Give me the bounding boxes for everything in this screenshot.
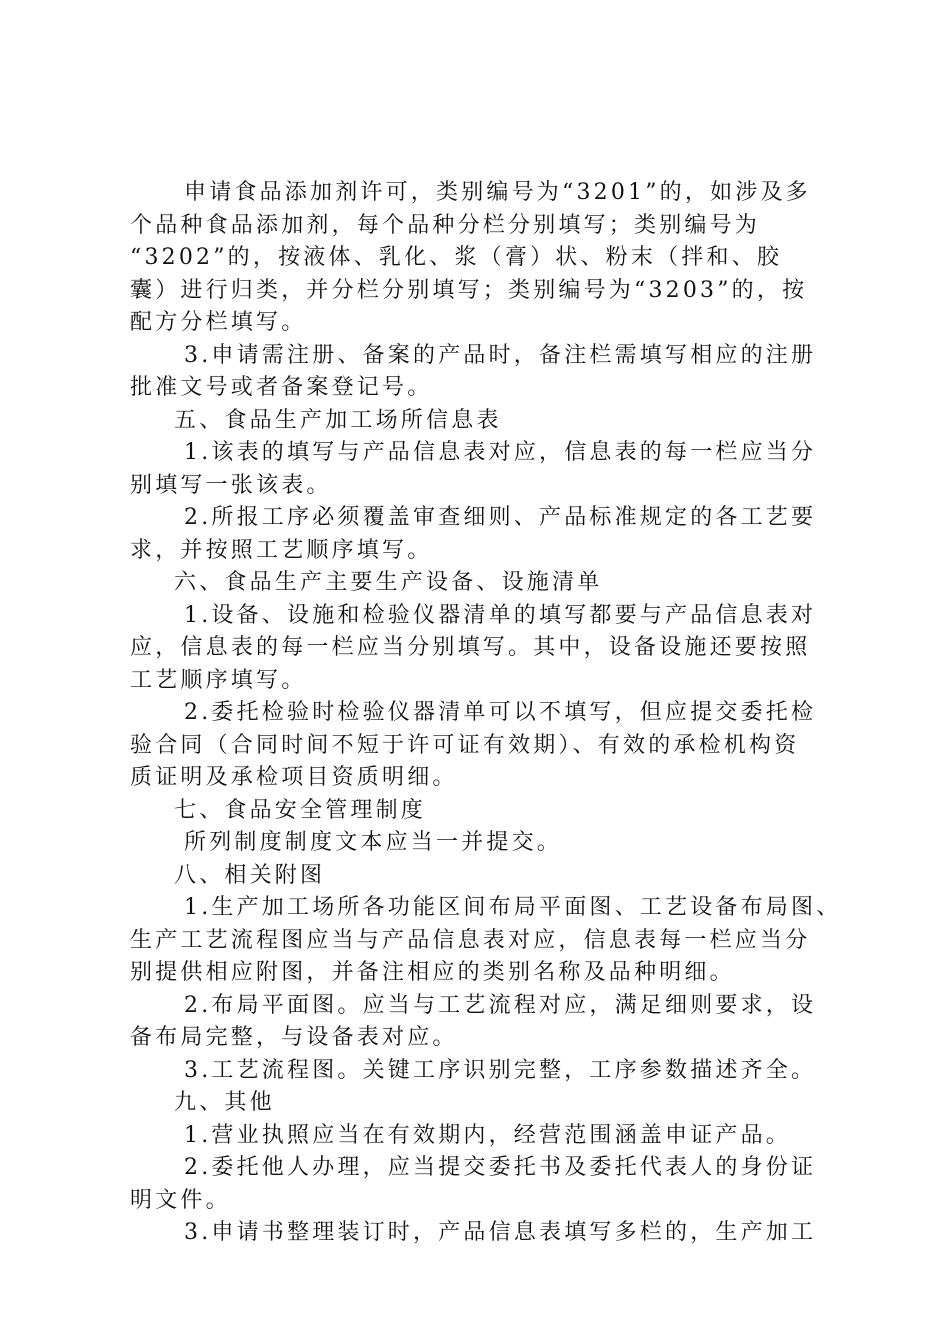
text-line: 2.委托他人办理，应当提交委托书及委托代表人的身份证 bbox=[184, 1155, 817, 1180]
paragraph bbox=[130, 1152, 830, 1217]
text-line: 验合同（合同时间不短于许可证有效期）、有效的承检机构资 bbox=[130, 732, 800, 758]
text-line: 八、相关附图 bbox=[174, 862, 326, 888]
document-body bbox=[130, 177, 842, 1250]
text-line: 求，并按照工艺顺序填写。 bbox=[130, 537, 433, 563]
text-line: 2.所报工序必须覆盖审查细则、产品标准规定的各工艺要 bbox=[184, 505, 817, 530]
section-heading bbox=[130, 405, 830, 438]
text-line: 备布局完整，与设备表对应。 bbox=[130, 1025, 458, 1050]
text-line: 配方分栏填写。 bbox=[130, 310, 307, 335]
text-line: 3.工艺流程图。关键工序识别完整，工序参数描述齐全。 bbox=[184, 1057, 817, 1083]
text-line: 囊）进行归类，并分栏分别填写；类别编号为“3203”的，按 bbox=[130, 277, 808, 303]
text-line: 1.该表的填写与产品信息表对应，信息表的每一栏应当分 bbox=[184, 440, 817, 465]
text-line: 批准文号或者备案登记号。 bbox=[130, 375, 433, 400]
paragraph bbox=[130, 600, 830, 698]
text-line: “3202”的，按液体、乳化、浆（膏）状、粉末（拌和、胶 bbox=[130, 245, 783, 270]
paragraph bbox=[130, 177, 830, 340]
text-line: 七、食品安全管理制度 bbox=[174, 797, 427, 823]
text-line: 个品种食品添加剂，每个品种分栏分别填写；类别编号为 bbox=[130, 212, 761, 238]
paragraph bbox=[130, 990, 830, 1055]
section-heading bbox=[130, 795, 830, 828]
text-line: 所列制度制度文本应当一并提交。 bbox=[184, 830, 563, 855]
paragraph bbox=[130, 340, 830, 405]
text-line: 1.营业执照应当在有效期内，经营范围涵盖申证产品。 bbox=[184, 1122, 791, 1148]
text-line: 1.设备、设施和检验仪器清单的填写都要与产品信息表对 bbox=[184, 602, 817, 628]
text-line: 明文件。 bbox=[130, 1187, 231, 1213]
text-line: 申请食品添加剂许可，类别编号为“3201”的，如涉及多 bbox=[184, 180, 811, 205]
text-line: 应，信息表的每一栏应当分别填写。其中，设备设施还要按照 bbox=[130, 635, 811, 660]
text-line: 2.布局平面图。应当与工艺流程对应，满足细则要求，设 bbox=[184, 992, 817, 1018]
paragraph bbox=[130, 827, 830, 860]
paragraph bbox=[130, 1217, 830, 1250]
paragraph bbox=[130, 1055, 830, 1088]
text-line: 3.申请需注册、备案的产品时，备注栏需填写相应的注册 bbox=[184, 342, 817, 368]
section-heading bbox=[130, 567, 830, 600]
text-line: 生产工艺流程图应当与产品信息表对应，信息表每一栏应当分 bbox=[130, 927, 811, 953]
paragraph bbox=[130, 697, 830, 795]
section-heading bbox=[130, 1087, 830, 1120]
text-line: 1.生产加工场所各功能区间布局平面图、工艺设备布局图、 bbox=[184, 895, 842, 920]
text-line: 工艺顺序填写。 bbox=[130, 667, 307, 693]
paragraph bbox=[130, 892, 842, 990]
text-line: 2.委托检验时检验仪器清单可以不填写，但应提交委托检 bbox=[184, 700, 817, 725]
text-line: 别填写一张该表。 bbox=[130, 472, 332, 498]
paragraph bbox=[130, 437, 830, 502]
text-line: 五、食品生产加工场所信息表 bbox=[174, 407, 502, 433]
text-line: 质证明及承检项目资质明细。 bbox=[130, 765, 458, 790]
paragraph bbox=[130, 502, 830, 567]
paragraph bbox=[130, 1120, 830, 1153]
text-line: 3.申请书整理装订时，产品信息表填写多栏的，生产加工 bbox=[184, 1220, 817, 1245]
text-line: 九、其他 bbox=[174, 1090, 275, 1115]
section-heading bbox=[130, 860, 830, 893]
text-line: 别提供相应附图，并备注相应的类别名称及品种明细。 bbox=[130, 960, 735, 985]
text-line: 六、食品生产主要生产设备、设施清单 bbox=[174, 570, 603, 595]
